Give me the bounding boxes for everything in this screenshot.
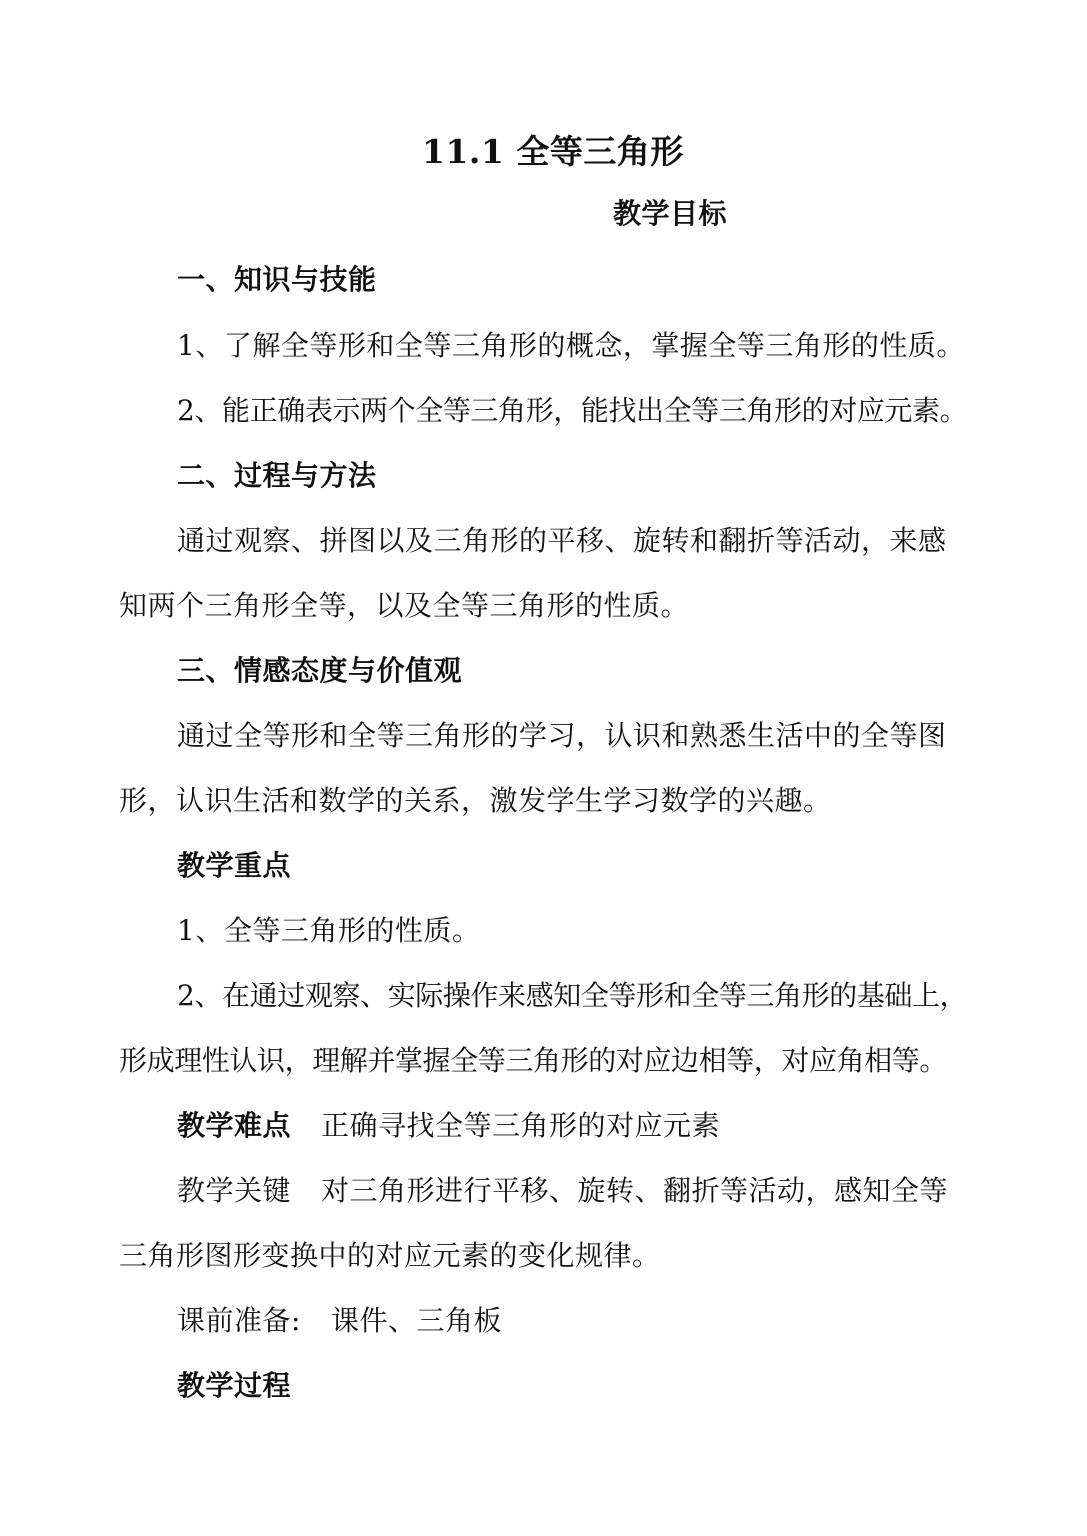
teaching-key-text-line-1: 对三角形进行平移、旋转、翻折等活动，感知全等 <box>321 1174 949 1207</box>
teaching-key-text-line-2: 三角形图形变换中的对应元素的变化规律。 <box>119 1239 661 1272</box>
attitude-paragraph-line-1: 通过全等形和全等三角形的学习，认识和熟悉生活中的全等图 <box>177 719 947 752</box>
process-paragraph-line-1: 通过观察、拼图以及三角形的平移、旋转和翻折等活动，来感 <box>177 524 947 557</box>
key-point-item-2-line-1: 2、在通过观察、实际操作来感知全等形和全等三角形的基础上， <box>177 979 968 1012</box>
key-point-item-1: 1、全等三角形的性质。 <box>177 914 481 947</box>
attitude-paragraph-line-2: 形，认识生活和数学的关系，激发学生学习数学的兴趣。 <box>119 784 832 817</box>
section-heading-knowledge: 一、知识与技能 <box>177 263 377 296</box>
preparation-row <box>177 1303 502 1339</box>
teaching-key-row <box>177 1173 948 1209</box>
difficulty-row <box>177 1108 720 1144</box>
objective-item-2: 2、能正确表示两个全等三角形，能找出全等三角形的对应元素。 <box>177 394 968 427</box>
section-heading-attitude: 三、情感态度与价值观 <box>177 654 463 687</box>
difficulty-label: 教学难点 <box>177 1109 292 1142</box>
process-paragraph-line-2: 知两个三角形全等，以及全等三角形的性质。 <box>119 589 690 622</box>
objective-item-1: 1、了解全等形和全等三角形的概念，掌握全等三角形的性质。 <box>177 329 965 362</box>
preparation-label: 课前准备: <box>177 1304 301 1337</box>
key-points-heading: 教学重点 <box>177 849 292 882</box>
preparation-text: 课件、三角板 <box>330 1304 502 1337</box>
page-title: 11.1 全等三角形 <box>422 132 684 171</box>
subtitle-teaching-objectives: 教学目标 <box>613 197 728 230</box>
difficulty-text: 正确寻找全等三角形的对应元素 <box>321 1109 721 1142</box>
key-point-item-2-line-2: 形成理性认识，理解并掌握全等三角形的对应边相等，对应角相等。 <box>119 1044 948 1077</box>
section-heading-process: 二、过程与方法 <box>177 459 377 492</box>
teaching-key-label: 教学关键 <box>177 1174 292 1207</box>
teaching-process-heading: 教学过程 <box>177 1369 292 1402</box>
